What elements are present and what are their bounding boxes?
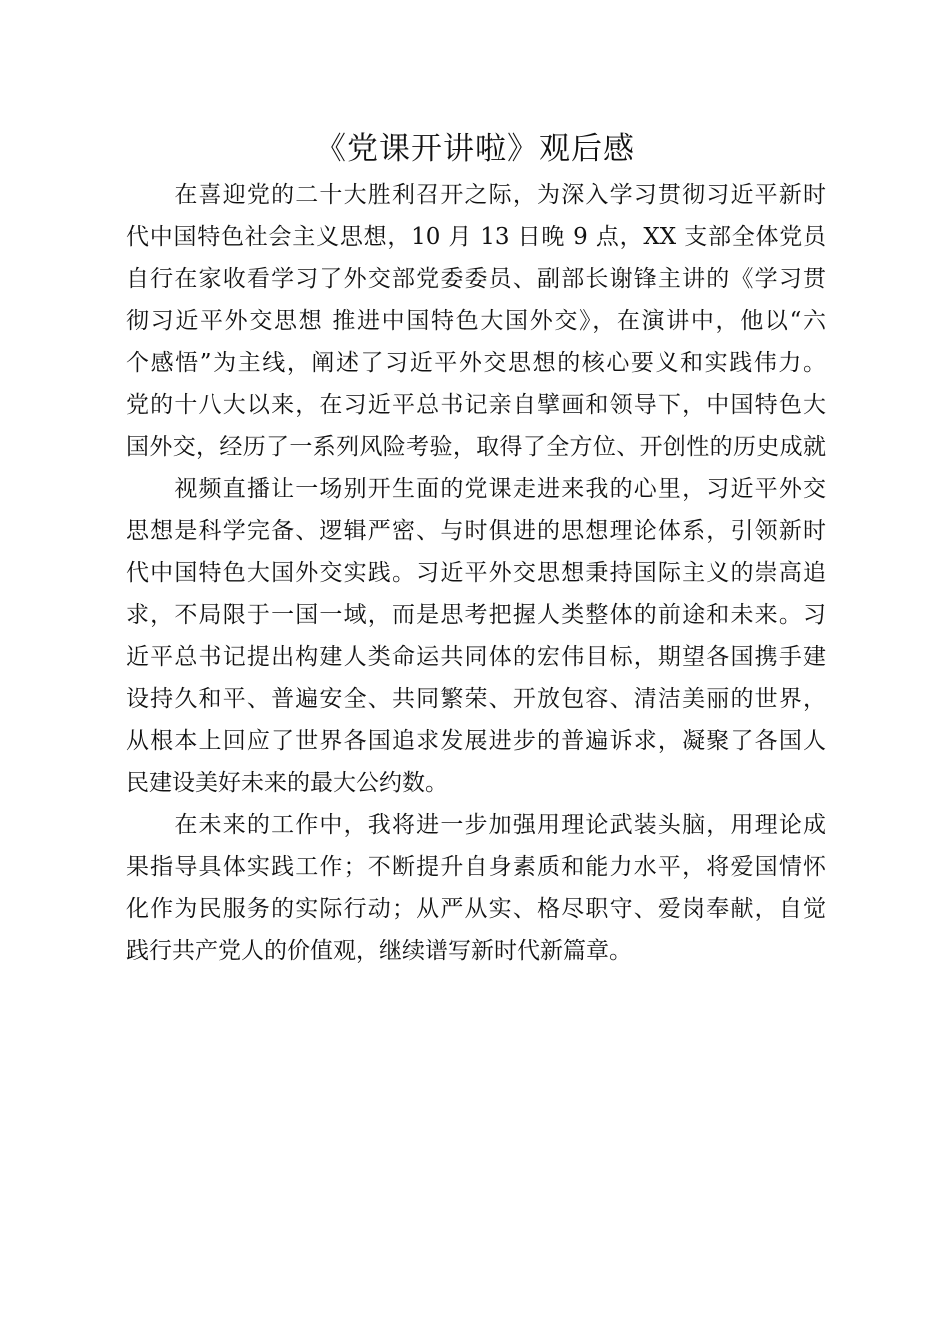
body-line-10: 代中国特色大国外交实践。习近平外交思想秉持国际主义的崇高追 — [126, 560, 826, 586]
body-line-13: 设持久和平、普遍安全、共同繁荣、开放包容、清洁美丽的世界， — [126, 686, 826, 712]
body-line-15: 民建设美好未来的最大公约数。 — [126, 770, 448, 796]
body-line-8: 视频直播让一场别开生面的党课走进来我的心里，习近平外交 — [126, 476, 826, 502]
body-line-5: 个感悟”为主线，阐述了习近平外交思想的核心要义和实践伟力。 — [126, 350, 826, 376]
body-line-16: 在未来的工作中，我将进一步加强用理论武装头脑，用理论成 — [126, 812, 826, 838]
body-line-7: 国外交，经历了一系列风险考验，取得了全方位、开创性的历史成就 — [126, 434, 826, 460]
body-line-4: 彻习近平外交思想 推进中国特色大国外交》，在演讲中，他以“六 — [126, 308, 826, 334]
body-line-1: 在喜迎党的二十大胜利召开之际，为深入学习贯彻习近平新时 — [126, 182, 826, 208]
body-line-17: 果指导具体实践工作；不断提升自身素质和能力水平，将爱国情怀 — [126, 854, 826, 880]
body-line-11: 求，不局限于一国一域，而是思考把握人类整体的前途和未来。习 — [126, 602, 826, 628]
body-line-2: 代中国特色社会主义思想，10 月 13 日晚 9 点，XX 支部全体党员 — [126, 224, 826, 250]
body-line-18: 化作为民服务的实际行动；从严从实、格尽职守、爱岗奉献，自觉 — [126, 896, 826, 922]
body-line-6: 党的十八大以来，在习近平总书记亲自擘画和领导下，中国特色大 — [126, 392, 826, 418]
body-line-3: 自行在家收看学习了外交部党委委员、副部长谢锋主讲的《学习贯 — [126, 266, 826, 292]
body-line-19: 践行共产党人的价值观，继续谱写新时代新篇章。 — [126, 938, 632, 964]
document-title: 《党课开讲啦》观后感 — [315, 131, 635, 167]
body-line-12: 近平总书记提出构建人类命运共同体的宏伟目标，期望各国携手建 — [126, 644, 826, 670]
body-line-9: 思想是科学完备、逻辑严密、与时俱进的思想理论体系，引领新时 — [126, 518, 826, 544]
body-line-14: 从根本上回应了世界各国追求发展进步的普遍诉求，凝聚了各国人 — [126, 728, 826, 754]
